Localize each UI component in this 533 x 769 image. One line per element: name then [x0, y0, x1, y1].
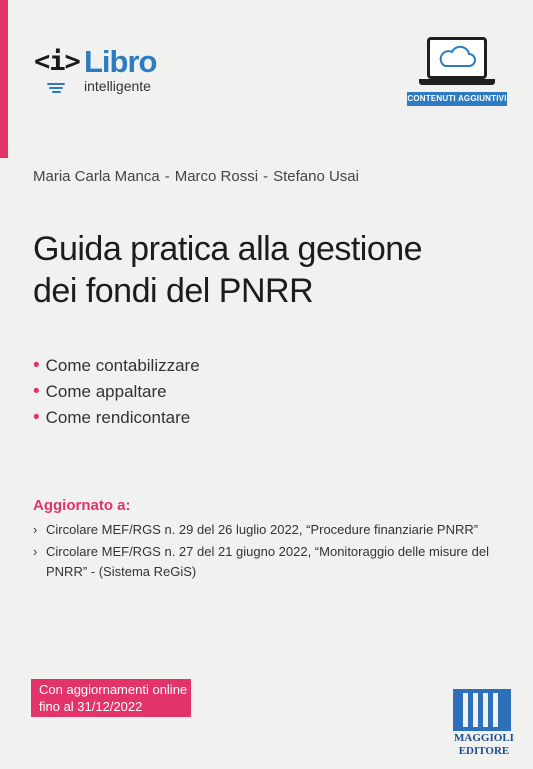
publisher-name: MAGGIOLI — [454, 732, 514, 744]
topics-list — [33, 353, 200, 431]
updates-section — [33, 497, 503, 584]
laptop-base — [419, 79, 495, 85]
contenuti-aggiuntivi — [407, 37, 507, 107]
chevron-right-icon: › — [33, 544, 38, 559]
logo-subtitle: intelligente — [84, 78, 151, 94]
contenuti-badge: CONTENUTI AGGIUNTIVI — [407, 92, 507, 106]
bullet-dot-icon: • — [33, 407, 40, 428]
libro-intelligente-logo — [34, 46, 174, 106]
bullet-dot-icon: • — [33, 355, 40, 376]
updates-label: Aggiornato a: — [33, 497, 131, 514]
accent-strip — [0, 0, 8, 158]
topic-item: • Come rendicontare — [33, 407, 191, 428]
publisher-subname: EDITORE — [458, 745, 510, 757]
topic-item: • Come appaltare — [33, 381, 167, 402]
update-item: › Circolare MEF/RGS n. 29 del 26 luglio 2022, “Procedure finanziarie PNRR” — [33, 520, 503, 540]
laptop-icon — [427, 37, 487, 79]
author-separator: - — [263, 168, 269, 185]
chevron-right-icon: › — [33, 522, 38, 537]
logo-brackets: <i> — [34, 46, 80, 77]
bullet-dot-icon: • — [33, 381, 40, 402]
title-line-2: dei fondi del PNRR — [33, 272, 314, 310]
authors — [33, 168, 359, 185]
author: Marco Rossi — [174, 168, 259, 185]
publisher-logo — [449, 689, 519, 757]
online-updates-badge — [31, 679, 191, 717]
logo-lines-icon — [47, 83, 65, 95]
title-line-1: Guida pratica alla gestione — [33, 230, 423, 268]
cloud-icon — [430, 40, 484, 76]
author: Maria Carla Manca — [33, 168, 160, 185]
update-item: › Circolare MEF/RGS n. 27 del 21 giugno 2022, “Monitoraggio delle misure del PNRR” - (Sistema ReGiS) — [33, 544, 489, 579]
online-line-2: fino al 31/12/2022 — [39, 699, 143, 714]
topic-item: • Come contabilizzare — [33, 355, 200, 376]
book-title — [33, 228, 513, 312]
maggioli-logo-icon — [453, 689, 511, 731]
author: Stefano Usai — [273, 168, 359, 185]
author-separator: - — [164, 168, 170, 185]
logo-brand: Libro — [84, 44, 157, 79]
online-line-1: Con aggiornamenti online — [39, 682, 188, 697]
